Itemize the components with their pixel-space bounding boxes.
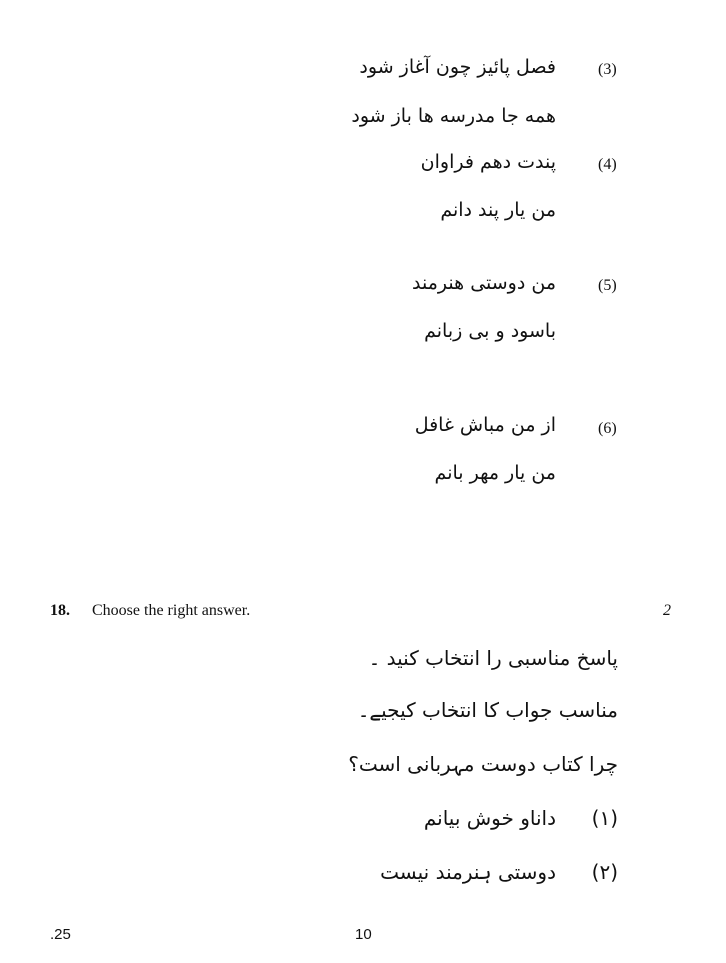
instruction-persian: پاسخ مناسبی را انتخاب کنید ۔ (368, 646, 618, 670)
poem-line: همه جا مدرسه ها باز شود (351, 105, 556, 127)
poem-line: من یار پند دانم (440, 199, 556, 221)
poem-line: فصل پائیز چون آغاز شود (359, 56, 556, 78)
poem-line: باسود و بی زبانم (424, 320, 556, 342)
paper-code: .25 (50, 926, 71, 943)
question-persian: چرا کتاب دوست مہربانی است؟ (348, 752, 618, 776)
option-number: (۲) (591, 860, 618, 884)
question-number: 18. (50, 602, 70, 619)
page-number: 10 (355, 926, 372, 943)
option-number: (۱) (591, 806, 618, 830)
option-text: دوستی ہنرمند نیست (380, 860, 556, 884)
poem-line: از من مباش غافل (414, 414, 556, 436)
poem-line: پندت دهم فراوان (420, 151, 556, 173)
question-marks: 2 (663, 602, 671, 619)
option-text: داناو خوش بیانم (423, 806, 556, 830)
poem-line: من دوستی هنرمند (412, 272, 556, 294)
instruction-urdu: مناسب جواب کا انتخاب کیجیے۔ (357, 698, 618, 722)
item-number: (3) (598, 61, 617, 78)
question-text: Choose the right answer. (92, 602, 251, 619)
item-number: (5) (598, 277, 617, 294)
item-number: (6) (598, 420, 617, 437)
item-number: (4) (598, 156, 617, 173)
poem-line: من یار مهر بانم (434, 462, 556, 484)
